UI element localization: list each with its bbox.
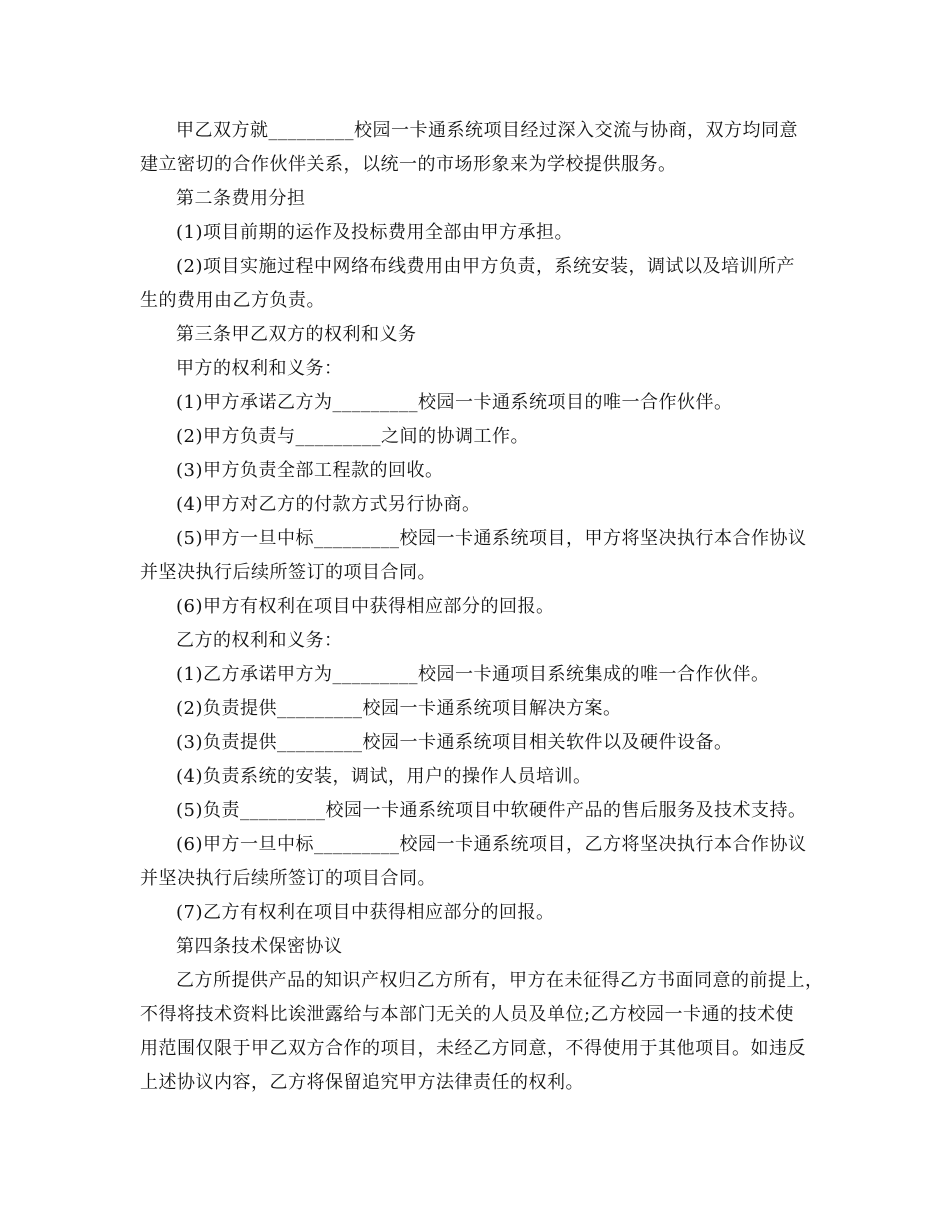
document-line: 第三条甲乙双方的权利和义务 — [176, 324, 417, 345]
document-line: (3)甲方负责全部工程款的回收。 — [176, 460, 444, 481]
document-line: 并坚决执行后续所签订的项目合同。 — [140, 868, 436, 889]
document-line: 第四条技术保密协议 — [176, 936, 343, 957]
document-line: 乙方所提供产品的知识产权归乙方所有，甲方在未征得乙方书面同意的前提上， — [176, 970, 824, 991]
document-line: (4)甲方对乙方的付款方式另行协商。 — [176, 494, 481, 515]
document-line: 不得将技术资料比诶泄露给与本部门无关的人员及单位;乙方校园一卡通的技术使 — [140, 1004, 795, 1025]
document-line: 并坚决执行后续所签订的项目合同。 — [140, 562, 436, 583]
document-line: 乙方的权利和义务： — [176, 630, 343, 651]
document-line: 用范围仅限于甲乙双方合作的项目，未经乙方同意，不得使用于其他项目。如违反 — [140, 1038, 806, 1059]
document-line: (2)项目实施过程中网络布线费用由甲方负责，系统安装，调试以及培训所产 — [176, 256, 795, 277]
document-line: (1)甲方承诺乙方为_________校园一卡通系统项目的唯一合作伙伴。 — [176, 392, 733, 413]
document-line: 第二条费用分担 — [176, 188, 306, 209]
document-line: (4)负责系统的安装，调试，用户的操作人员培训。 — [176, 766, 592, 787]
document-line: (1)项目前期的运作及投标费用全部由甲方承担。 — [176, 222, 573, 243]
document-line: 甲方的权利和义务： — [176, 358, 343, 379]
document-line: 上述协议内容，乙方将保留追究甲方法律责任的权利。 — [140, 1072, 584, 1093]
document-line: (5)甲方一旦中标_________校园一卡通系统项目，甲方将坚决执行本合作协议 — [176, 528, 807, 549]
document-line: 建立密切的合作伙伴关系，以统一的市场形象来为学校提供服务。 — [140, 154, 677, 175]
document-line: (1)乙方承诺甲方为_________校园一卡通项目系统集成的唯一合作伙伴。 — [176, 664, 770, 685]
document-line: (2)甲方负责与_________之间的协调工作。 — [176, 426, 529, 447]
document-line: (6)甲方一旦中标_________校园一卡通系统项目，乙方将坚决执行本合作协议 — [176, 834, 807, 855]
document-line: (5)负责_________校园一卡通系统项目中软硬件产品的售后服务及技术支持。 — [176, 800, 807, 821]
document-line: (3)负责提供_________校园一卡通系统项目相关软件以及硬件设备。 — [176, 732, 733, 753]
document-line: (7)乙方有权利在项目中获得相应部分的回报。 — [176, 902, 555, 923]
document-line: 甲乙双方就_________校园一卡通系统项目经过深入交流与协商，双方均同意 — [176, 120, 798, 141]
document-line: 生的费用由乙方负责。 — [140, 290, 325, 311]
document-line: (6)甲方有权利在项目中获得相应部分的回报。 — [176, 596, 555, 617]
document-line: (2)负责提供_________校园一卡通系统项目解决方案。 — [176, 698, 622, 719]
